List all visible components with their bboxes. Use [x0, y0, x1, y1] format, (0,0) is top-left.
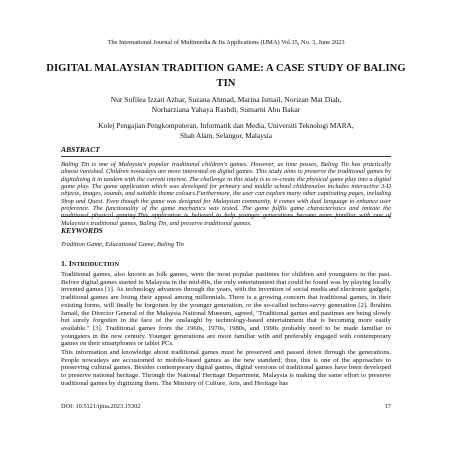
introduction-paragraph-2: This information and knowledge about traditional games must be preserved and passed down through the generations. People nowadays are accustomed to mobile-based games as the new standard; thus, this is one of the approaches to preserving cultural games. Besides contemporary digital games, digital versions of traditional games have been developed to preserve national heritage. Through the National Heritage Department, Malaysia is making the same effort to preserve traditional games by digitizing them. The Ministry of Culture, Arts, and Heritage has [61, 349, 391, 387]
affiliation [40, 121, 412, 141]
introduction-number: 1. [61, 259, 67, 268]
doi-text: DOI: 10.5121/ijma.2023.15302 [61, 403, 141, 410]
affiliation-line-1: Kolej Pengajian Pengkomputeran, Informatik dan Media, Universiti Teknologi MARA, [98, 121, 354, 130]
introduction-heading [61, 259, 119, 268]
author-list [40, 95, 412, 115]
abstract-text: Baling Tin is one of Malaysia's popular traditional children's games. However, as time passes, Baling Tin has practically almost vanished. Children nowadays are more interested on digital games. This study aims to preserve the traditional games by digitalizing it in tandem with the current interest. The challenge in this study is to re-create the physical game play into a digital game play. The game application which was developed for primary and middle school childrenalso includes interactive 3-D objects, images, sounds, and suitable theme colours.Furthermore, the user can explore many other captivating pages, including Shop and Quest. Even though the game was designed for Malaysian community, it comes with dual language to enhance user preference. The functionality of the game mechanics was tested. The game fulfils game characteristics and imitate the traditional physical gaming.This application is believed to help younger generations become more familiar with one of Malaysia's traditional games, Baling Tin, and preserve traditional games. [61, 161, 391, 227]
page-number: 17 [384, 403, 391, 410]
journal-header: The International Journal of Multimedia & Its Applications (IJMA) Vol.15, No. 3, June 2023 [107, 39, 345, 46]
introduction-cap: I [68, 259, 72, 268]
affiliation-line-2: Shah Alam, Selangor, Malaysia [180, 131, 272, 140]
abstract-bottom-rule [61, 216, 391, 217]
page-footer [61, 403, 391, 410]
introduction-paragraph-1: Traditional games, also known as folk games, were the most popular pastimes for children and youngsters in the past. Before digital games started in Malaysia in the mid-80s, the only entertainment that could be found was by playing locally invented games [1]. As technology advances through the years, with the invention of social media and electronic gadgets, traditional games are losing their appeal among millennials. There is a growing concern that traditional games, in their existing forms, will finally be forgotten by the younger generation, or the so-called techno-savvy generation [2]. Ibrahim Ismail, the Director General of the Malaysia National Museum, agreed, "Traditional games and pastimes are being slowly but surely forgotten in the face of the onslaught by technology-based entertainment that is becoming more easily available." [3]. Traditional games from the 1960s, 1970s, 1980s, and 1990s probably need to be made familiar to youngsters in the new century. Younger generations are more familiar with and preferably engaged with contemporary games on their smartphones or tablet PCs. [61, 271, 391, 348]
author-line-2: Norharziana Yahaya Rashdi, Sumarni Abu Bakar [151, 105, 301, 114]
paper-title: DIGITAL MALAYSIAN TRADITION GAME: A CASE STUDY OF BALING TIN [46, 63, 406, 89]
author-line-1: Nur Sufilea Izzati Azhar, Suzana Ahmad, Marina Ismail, Norizan Mat Diah, [110, 95, 342, 104]
abstract-top-rule [61, 156, 391, 157]
abstract-heading: ABSTRACT [61, 145, 100, 154]
introduction-rest: NTRODUCTION [71, 261, 119, 268]
keywords-heading: KEYWORDS [61, 226, 103, 235]
keywords-text: Tradition Game, Educational Game, Baling Tin [61, 241, 184, 248]
